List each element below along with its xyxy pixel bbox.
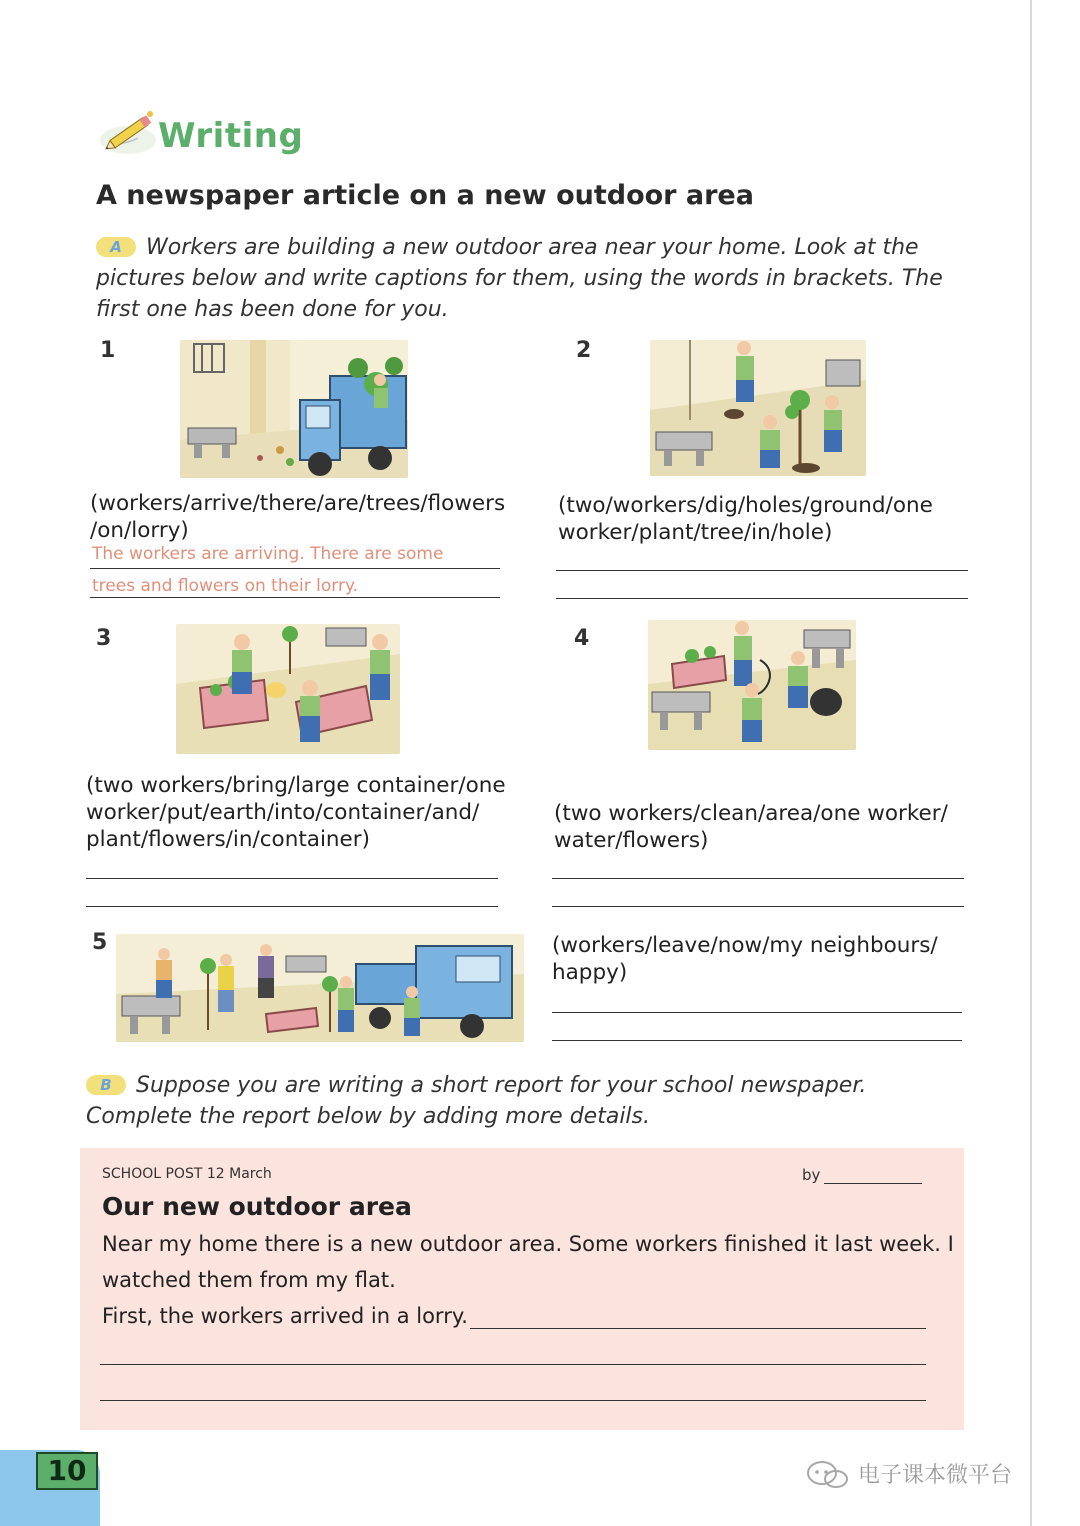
item-2-illustration	[650, 340, 866, 476]
report-header	[102, 1166, 272, 1182]
answer-line	[552, 1012, 962, 1013]
item-1-answer-line-2: trees and flowers on their lorry.	[92, 576, 359, 596]
answer-line	[470, 1328, 926, 1329]
author-line	[824, 1183, 922, 1184]
answer-line	[90, 597, 500, 598]
answer-line	[552, 878, 964, 879]
item-5-number: 5	[92, 930, 108, 955]
answer-line	[556, 570, 968, 571]
part-b-badge: B	[86, 1075, 126, 1095]
report-title: Our new outdoor area	[102, 1192, 412, 1221]
item-4-prompt: (two workers/clean/area/one worker/ water/flowers)	[554, 801, 948, 853]
item-5-illustration	[116, 934, 524, 1042]
report-line-3: First, the workers arrived in a lorry.	[102, 1304, 468, 1328]
answer-line	[86, 906, 498, 907]
watermark-text: 电子课本微平台	[858, 1463, 1013, 1488]
item-1-prompt: (workers/arrive/there/are/trees/flowers /on/lorry)	[90, 491, 506, 543]
by-label: by	[802, 1166, 821, 1184]
item-3-prompt: (two workers/bring/large container/one worker/put/earth/into/container/and/ plant/flowers/in/container)	[86, 773, 506, 852]
chat-bubble-icon	[806, 1460, 850, 1490]
item-5-prompt: (workers/leave/now/my neighbours/ happy)	[552, 933, 938, 985]
page-edge	[1030, 0, 1032, 1526]
item-2-number: 2	[576, 338, 592, 363]
part-b-instruction	[86, 1070, 976, 1132]
item-1-illustration	[180, 340, 408, 478]
part-a-text: Workers are building a new outdoor area near your home. Look at the pictures below and write captions for them, using the words in brackets. The first one has been done for you.	[96, 235, 943, 322]
item-3-number: 3	[96, 626, 112, 651]
part-a-instruction	[96, 232, 986, 325]
school-post-label: SCHOOL POST	[102, 1166, 203, 1182]
section-title: Writing	[158, 116, 304, 156]
page-heading: A newspaper article on a new outdoor area	[96, 180, 754, 211]
part-a-badge: A	[96, 237, 136, 257]
item-1-answer-line-1: The workers are arriving. There are some	[92, 544, 444, 564]
report-line-1: Near my home there is a new outdoor area. Some workers finished it last week. I	[102, 1232, 954, 1256]
answer-line	[100, 1400, 926, 1401]
part-b-text: Suppose you are writing a short report for your school newspaper. Complete the report below by adding more details.	[86, 1073, 867, 1129]
pencil-icon	[98, 104, 162, 160]
report-line-2: watched them from my flat.	[102, 1268, 396, 1292]
item-1-number: 1	[100, 338, 116, 363]
answer-line	[90, 568, 500, 569]
answer-line	[552, 1040, 962, 1041]
answer-line	[552, 906, 964, 907]
page-number: 10	[36, 1452, 98, 1490]
answer-line	[556, 598, 968, 599]
answer-line	[100, 1364, 926, 1365]
report-date: 12 March	[206, 1166, 272, 1182]
answer-line	[86, 878, 498, 879]
item-4-illustration	[648, 620, 856, 750]
item-2-prompt: (two/workers/dig/holes/ground/one worker/plant/tree/in/hole)	[558, 493, 933, 545]
item-3-illustration	[176, 624, 400, 754]
item-4-number: 4	[574, 626, 590, 651]
